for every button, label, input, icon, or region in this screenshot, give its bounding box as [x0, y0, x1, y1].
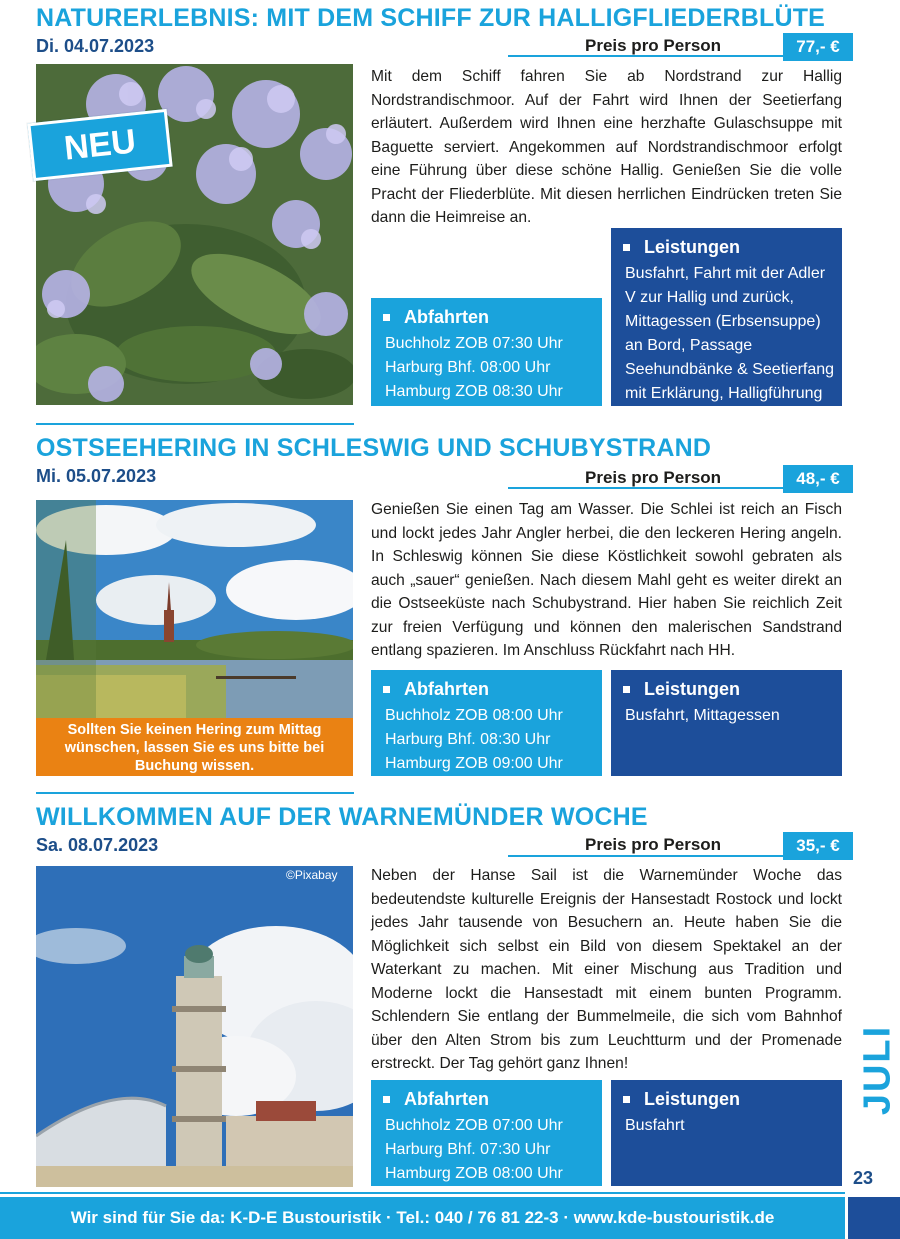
departure-item: Harburg Bhf. 07:30 Uhr [385, 1141, 551, 1158]
departures-box [371, 298, 602, 406]
trip-description: Neben der Hanse Sail ist die Warnemünder Woche das bedeutendste kulturelle Ereignis der Hansestadt Rostock und lockt jedes Jahr tausende von Besuchern an. Heute haben Sie die Möglichkeit sich selbst ein Bild von diesem Spektakel an der Waterkant zu machen. Mit einer Mischung aus Tradition und Moderne lockt die Hansestadt mit einem bunten Programm. Schlendern Sie entlang der Bummelmeile, die sich vom Bahnhof über den Alten Strom bis zum Leuchtturm und der Promenade erstreckt. Der Tag gehört ganz Ihnen! [371, 867, 842, 1072]
square-bullet-icon [623, 1096, 630, 1103]
price-badge: 77,- € [783, 33, 853, 61]
services-title: Leistungen [644, 236, 741, 257]
square-bullet-icon [623, 686, 630, 693]
trip-date: Di. 04.07.2023 [36, 36, 155, 56]
services-text: Busfahrt, Mittagessen [625, 707, 780, 724]
departure-item: Hamburg ZOB 09:00 Uhr [385, 755, 563, 772]
trip-title: NATURERLEBNIS: MIT DEM SCHIFF ZUR HALLIGFLIEDERBLÜTE [36, 4, 826, 32]
square-bullet-icon [383, 1096, 390, 1103]
departures-title: Abfahrten [404, 678, 489, 699]
departures-title: Abfahrten [404, 1088, 489, 1109]
departure-item: Buchholz ZOB 07:30 Uhr [385, 335, 563, 352]
trip-photo-flowers [36, 64, 353, 405]
services-box [611, 1080, 842, 1186]
departures-box [371, 1080, 602, 1186]
departures-title: Abfahrten [404, 306, 489, 327]
square-bullet-icon [383, 314, 390, 321]
price-badge: 35,- € [783, 832, 853, 860]
price-badge: 48,- € [783, 465, 853, 493]
photo-credit: ©Pixabay [286, 868, 338, 882]
month-label [858, 1020, 898, 1120]
footer-bar [0, 1197, 845, 1239]
services-text: Busfahrt, Fahrt mit der Adler V zur Hallig und zurück, Mittagessen (Erbsensuppe) an Bord, Passage Seehundbänke & Seetierfang mit Erklärung, Halligführung [625, 265, 835, 402]
section-divider [36, 792, 354, 794]
orange-note: Sollten Sie keinen Hering zum Mittag wünschen, lassen Sie es uns bitte bei Buchung wissen. [36, 718, 353, 776]
footer-navy-block [848, 1197, 900, 1239]
trip-description: Genießen Sie einen Tag am Wasser. Die Schlei ist reich an Fisch und lockt jedes Jahr Angler herbei, die den leckeren Hering angeln. In Schleswig können Sie diese Köstlichkeit sowohl gebraten als auch „sauer“ genießen. Nach diesem Mahl geht es weiter direkt an die Ostseeküste nach Schubystrand. Hier haben Sie reichlich Zeit zur freien Verfügung und können den malerischen Sandstrand entlang spazieren. Im Anschluss Rückfahrt nach HH. [371, 501, 842, 659]
trip-date: Mi. 05.07.2023 [36, 466, 157, 486]
departure-item: Harburg Bhf. 08:00 Uhr [385, 359, 551, 376]
new-badge: NEU [27, 109, 172, 181]
footer-divider [0, 1192, 845, 1194]
trip-description: Mit dem Schiff fahren Sie ab Nordstrand zur Hallig Nordstrandischmoor. Auf der Fahrt wird Ihnen der Seetierfang erläutert. Außerdem wird Ihnen eine herzhafte Gulaschsuppe mit Baguette serviert. Angekommen auf Nordstrandischmoor erfolgt eine Führung über diese schöne Hallig. Genießen Sie die volle Pracht der Fliederblüte. Mit diesen herrlichen Eindrücken treten Sie dann die Heimreise an. [371, 68, 842, 226]
services-title: Leistungen [644, 1088, 741, 1109]
services-text: Busfahrt [625, 1117, 685, 1134]
square-bullet-icon [623, 244, 630, 251]
price-label: Preis pro Person [585, 36, 722, 55]
footer-contact-text: Wir sind für Sie da: K-D-E Bustouristik · Tel.: 040 / 76 81 22-3 · www.kde-bustouristik.de [70, 1208, 775, 1227]
services-title: Leistungen [644, 678, 741, 699]
trip-photo-schleswig [36, 500, 353, 718]
price-label: Preis pro Person [585, 468, 722, 487]
month-text: JULI [856, 1024, 899, 1116]
trip-photo-lighthouse [36, 866, 353, 1187]
square-bullet-icon [383, 686, 390, 693]
trip-date: Sa. 08.07.2023 [36, 835, 159, 855]
section-divider [36, 423, 354, 425]
departures-box [371, 670, 602, 776]
departure-item: Harburg Bhf. 08:30 Uhr [385, 731, 551, 748]
departure-item: Hamburg ZOB 08:00 Uhr [385, 1165, 563, 1182]
price-label: Preis pro Person [585, 835, 722, 854]
page-number: 23 [853, 1168, 874, 1188]
services-box [611, 670, 842, 776]
departure-item: Buchholz ZOB 07:00 Uhr [385, 1117, 563, 1134]
services-box [611, 228, 842, 406]
trip-title: WILLKOMMEN AUF DER WARNEMÜNDER WOCHE [36, 803, 648, 831]
trip-title: OSTSEEHERING IN SCHLESWIG UND SCHUBYSTRAND [36, 434, 712, 462]
departure-item: Buchholz ZOB 08:00 Uhr [385, 707, 563, 724]
departure-item: Hamburg ZOB 08:30 Uhr [385, 383, 563, 400]
